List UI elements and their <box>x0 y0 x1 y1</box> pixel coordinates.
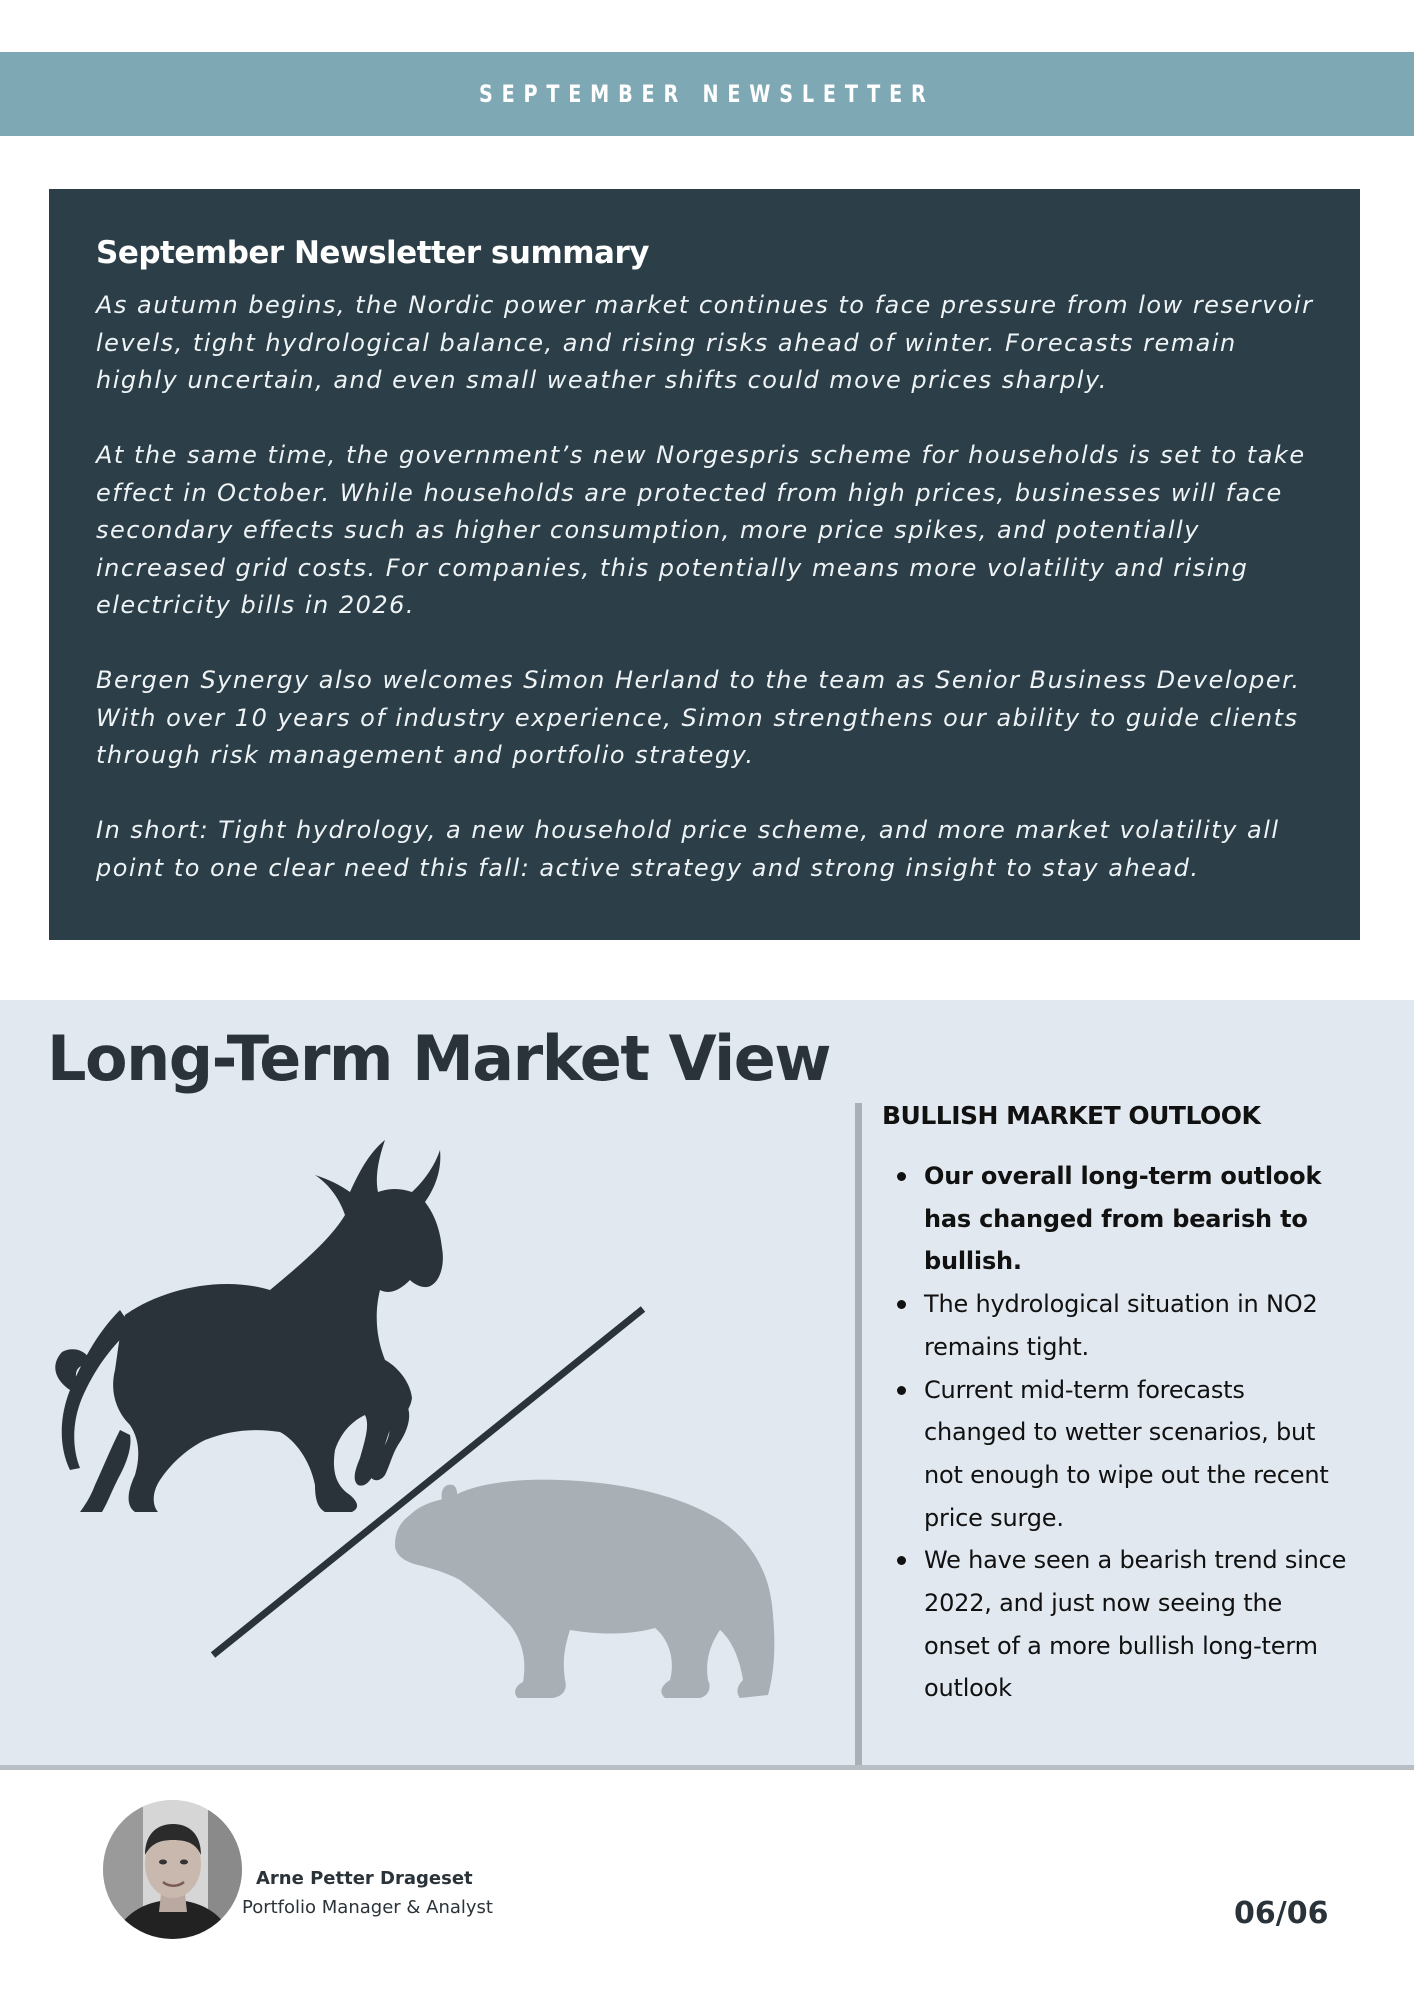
page-number: 06/06 <box>1234 1896 1329 1931</box>
outlook-bullet: Current mid-term forecasts changed to wetter scenarios, but not enough to wipe out the recent price surge. <box>882 1369 1352 1540</box>
outlook-heading: BULLISH MARKET OUTLOOK <box>882 1101 1261 1130</box>
summary-title: September Newsletter summary <box>96 235 649 271</box>
footer-divider <box>0 1765 1414 1770</box>
author-name: Arne Petter Drageset <box>256 1868 473 1889</box>
author-role: Portfolio Manager & Analyst <box>242 1897 493 1918</box>
outlook-bullet: The hydrological situation in NO2 remains tight. <box>882 1283 1352 1368</box>
avatar-photo <box>103 1800 242 1939</box>
outlook-bullet: We have seen a bearish trend since 2022, and just now seeing the onset of a more bullish long-term outlook <box>882 1539 1352 1710</box>
market-view-title: Long-Term Market View <box>47 1022 831 1095</box>
newsletter-banner <box>0 52 1414 136</box>
outlook-bullet: Our overall long-term outlook has changed from bearish to bullish. <box>882 1155 1352 1283</box>
summary-paragraph: As autumn begins, the Nordic power market continues to face pressure from low reservoir levels, tight hydrological balance, and rising risks ahead of winter. Forecasts remain highly uncertain, and even small weather shifts could move prices sharply. <box>96 291 1314 394</box>
banner-text: SEPTEMBER NEWSLETTER <box>479 80 935 108</box>
summary-paragraph: In short: Tight hydrology, a new household price scheme, and more market volatility all point to one clear need this fall: active strategy and strong insight to stay ahead. <box>96 816 1280 882</box>
bull-icon <box>55 1140 443 1512</box>
bull-bear-illustration <box>40 1140 800 1710</box>
summary-paragraph: Bergen Synergy also welcomes Simon Herland to the team as Senior Business Developer. With over 10 years of industry experience, Simon strengthens our ability to guide clients through risk management and portfolio strategy. <box>96 666 1301 769</box>
summary-paragraph: At the same time, the government’s new Norgespris scheme for households is set to take effect in October. While households are protected from high prices, businesses will face secondary effects such as higher consumption, more price spikes, and potentially increased grid costs. For companies, this potentially means more volatility and rising electricity bills in 2026. <box>96 441 1306 619</box>
author-avatar <box>103 1800 242 1939</box>
summary-box <box>49 189 1360 940</box>
section-divider <box>855 1103 862 1768</box>
bear-icon <box>395 1480 774 1698</box>
outlook-list <box>882 1155 1352 1710</box>
